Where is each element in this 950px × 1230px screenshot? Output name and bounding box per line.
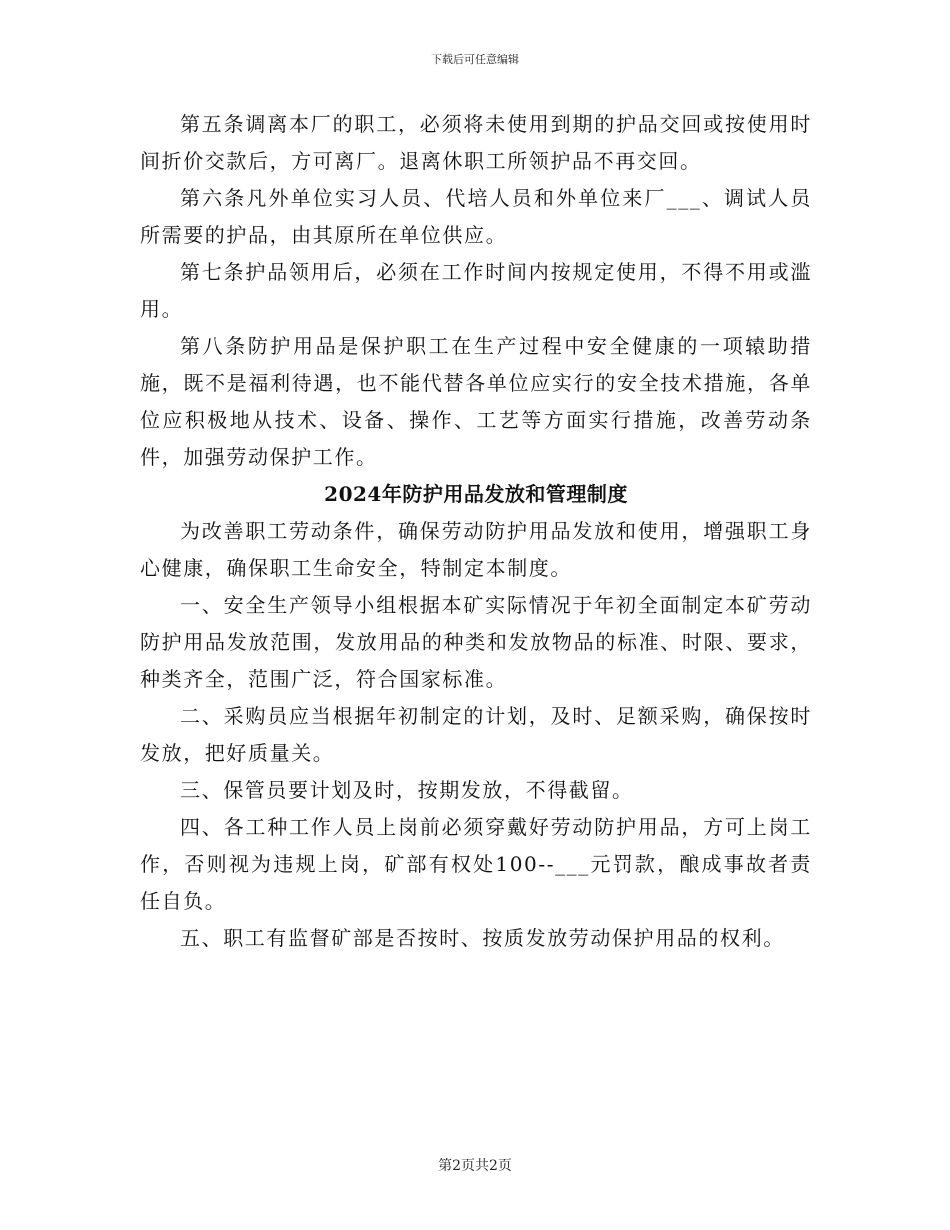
clause-4-paragraph: 四、各工种工作人员上岗前必须穿戴好劳动防护用品，方可上岗工作，否则视为违规上岗，矿部有权处100--___元罚款，酿成事故者责任自负。 <box>140 815 812 913</box>
clause-1-paragraph: 一、安全生产领导小组根据本矿实际情况于年初全面制定本矿劳动防护用品发放范围，发放用品的种类和发放物品的标准、时限、要求，种类齐全，范围广泛，符合国家标准。 <box>140 593 812 691</box>
article-7-paragraph: 第七条护品领用后，必须在工作时间内按规定使用，不得不用或滥用。 <box>140 260 812 321</box>
article-5-paragraph: 第五条调离本厂的职工，必须将未使用到期的护品交回或按使用时间折价交款后，方可离厂。退离休职工所领护品不再交回。 <box>140 112 812 173</box>
clause-5-paragraph: 五、职工有监督矿部是否按时、按质发放劳动保护用品的权利。 <box>180 926 785 950</box>
clause-3-paragraph: 三、保管员要计划及时，按期发放，不得截留。 <box>180 778 634 802</box>
clause-2-paragraph: 二、采购员应当根据年初制定的计划，及时、足额采购，确保按时发放，把好质量关。 <box>140 704 812 765</box>
article-6-paragraph: 第六条凡外单位实习人员、代培人员和外单位来厂___、调试人员所需要的护品，由其原所在单位供应。 <box>140 186 812 247</box>
intro-paragraph: 为改善职工劳动条件，确保劳动防护用品发放和使用，增强职工身心健康，确保职工生命安全，特制定本制度。 <box>140 519 812 580</box>
article-8-paragraph: 第八条防护用品是保护职工在生产过程中安全健康的一项辕助措施，既不是福利待遇，也不能代替各单位应实行的安全技术措施，各单位应积极地从技术、设备、操作、工艺等方面实行措施，改善劳动条件，加强劳动保护工作。 <box>140 334 812 469</box>
page-header: 下载后可任意编辑 <box>431 53 519 66</box>
document-body <box>140 106 812 957</box>
section-title: 2024年防护用品发放和管理制度 <box>324 482 628 506</box>
page-number: 第2页共2页 <box>438 1158 512 1174</box>
